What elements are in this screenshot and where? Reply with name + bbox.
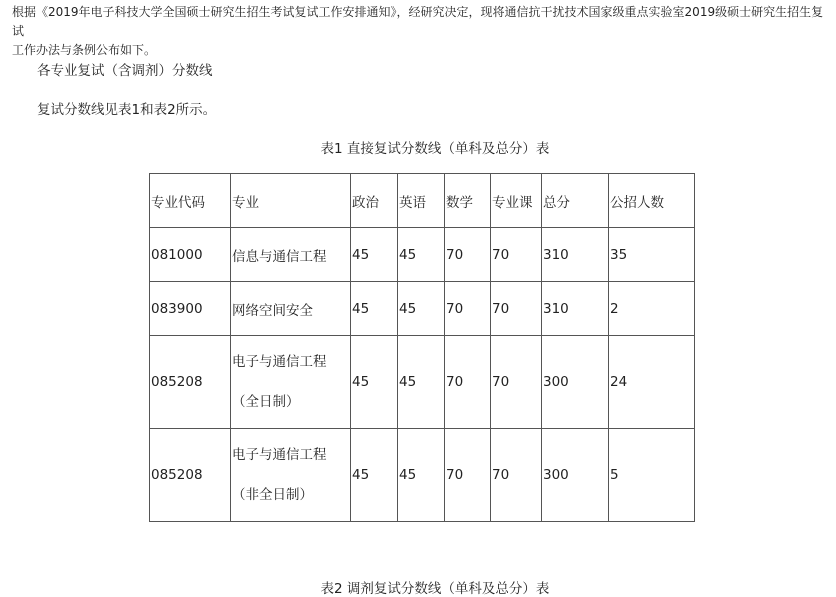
cell-quota: 35: [609, 228, 695, 282]
cell-total: 310: [542, 228, 609, 282]
header-math: 数学: [445, 174, 491, 228]
cell-math: 70: [445, 336, 491, 429]
cell-math: 70: [445, 429, 491, 522]
header-english: 英语: [398, 174, 445, 228]
cell-math: 70: [445, 228, 491, 282]
cell-major-course: 70: [491, 228, 542, 282]
cell-english: 45: [398, 336, 445, 429]
cell-politics: 45: [351, 228, 398, 282]
table-row: [150, 336, 695, 429]
table1-score-lines: [149, 173, 695, 522]
header-code: 专业代码: [150, 174, 231, 228]
study-mode: （非全日制）: [232, 487, 313, 503]
cell-english: 45: [398, 228, 445, 282]
cell-politics: 45: [351, 282, 398, 336]
header-major: 专业: [231, 174, 351, 228]
cell-code: 081000: [150, 228, 231, 282]
major-name: 电子与通信工程: [232, 354, 327, 370]
cell-total: 300: [542, 429, 609, 522]
study-mode: （全日制）: [232, 394, 300, 410]
cell-major: [231, 336, 351, 429]
intro-line-2: 工作办法与条例公布如下。: [12, 43, 157, 57]
cell-major: 网络空间安全: [231, 282, 351, 336]
section-title: 各专业复试（含调剂）分数线: [37, 63, 213, 79]
cell-total: 310: [542, 282, 609, 336]
cell-major: 信息与通信工程: [231, 228, 351, 282]
table-note: 复试分数线见表1和表2所示。: [37, 102, 217, 118]
cell-major-course: 70: [491, 282, 542, 336]
table2-caption: 表2 调剂复试分数线（单科及总分）表: [320, 581, 550, 597]
cell-total: 300: [542, 336, 609, 429]
table1-caption: 表1 直接复试分数线（单科及总分）表: [320, 141, 550, 157]
table-row: [150, 282, 695, 336]
cell-english: 45: [398, 429, 445, 522]
cell-quota: 5: [609, 429, 695, 522]
cell-code: 085208: [150, 429, 231, 522]
major-name: 电子与通信工程: [232, 447, 327, 463]
table-row: [150, 429, 695, 522]
cell-major: [231, 429, 351, 522]
cell-quota: 24: [609, 336, 695, 429]
table-header-row: [150, 174, 695, 228]
header-politics: 政治: [351, 174, 398, 228]
header-quota: 公招人数: [609, 174, 695, 228]
table-row: [150, 228, 695, 282]
header-major-course: 专业课: [491, 174, 542, 228]
cell-politics: 45: [351, 336, 398, 429]
intro-line-1: 根据《2019年电子科技大学全国硕士研究生招生考试复试工作安排通知》，经研究决定，现将通信抗干扰技术国家级重点实验室2019级硕士研究生招生复试: [12, 5, 824, 38]
cell-math: 70: [445, 282, 491, 336]
cell-major-course: 70: [491, 429, 542, 522]
intro-paragraph: [12, 3, 832, 60]
cell-code: 083900: [150, 282, 231, 336]
cell-quota: 2: [609, 282, 695, 336]
cell-english: 45: [398, 282, 445, 336]
cell-major-course: 70: [491, 336, 542, 429]
cell-code: 085208: [150, 336, 231, 429]
header-total: 总分: [542, 174, 609, 228]
cell-politics: 45: [351, 429, 398, 522]
